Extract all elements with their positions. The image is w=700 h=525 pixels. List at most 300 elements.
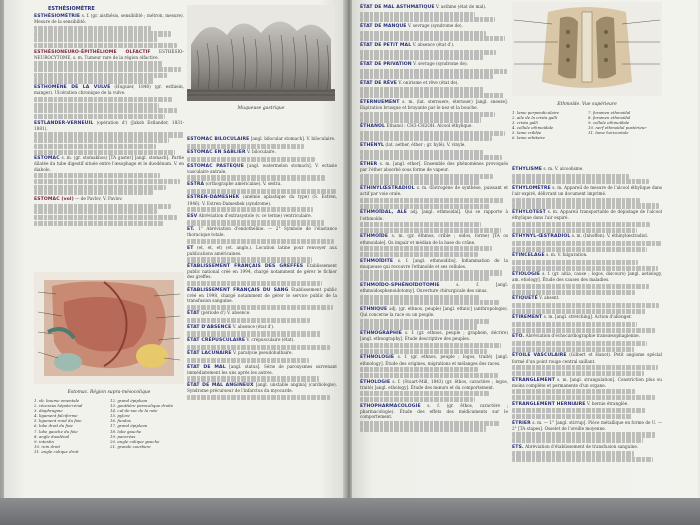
- legend-item: 6. lame orbitaire: [512, 135, 545, 141]
- entry-headword: ESTOMAC PASTEQUE: [187, 163, 244, 169]
- legend-item: 10. nerf ethmoïdal postérieur: [588, 125, 647, 131]
- entry-definition: V. biloculaire.: [247, 149, 276, 155]
- text-line: [34, 43, 177, 48]
- text-line: [34, 209, 157, 214]
- text-line: [187, 207, 313, 212]
- text-line: [512, 408, 646, 413]
- entry-definition: V. asthme (état de mal).: [435, 4, 487, 9]
- entry-definition: [angl. watermelon stomach]. V. ectasie vasculaire antrale.: [187, 162, 337, 174]
- text-line: [34, 144, 156, 149]
- dictionary-entry: [512, 377, 662, 388]
- entry-definition: s. f. (gr. ethnos, peuple ; logos, traité) [angl. ethnology]. Étude des origines, migrations et mélanges des races.: [360, 354, 508, 366]
- text-line: [512, 432, 656, 437]
- text-line: [360, 246, 492, 251]
- text-line: [360, 373, 498, 378]
- dictionary-entry: [512, 295, 662, 301]
- entry-headword: ET.: [187, 227, 195, 233]
- legend-item: 21. grande courbure: [110, 443, 151, 449]
- entry-definition: (et, et, et) (et. anglo.). Locution latine pour renvoyer aux publications américaines.: [187, 244, 337, 256]
- right-page: [352, 0, 698, 500]
- dictionary-entry: [512, 314, 662, 320]
- text-line: [360, 31, 486, 36]
- entry-headword: ÉTHYLISME: [512, 167, 542, 172]
- text-line: [34, 37, 157, 42]
- legend-item: 1. vb. bourse omentale: [34, 398, 80, 403]
- dictionary-entry: [512, 209, 662, 220]
- entry-definition: V. absence (état d').: [412, 41, 455, 47]
- entry-headword: ÉTAT DE MAL ANGINEUX: [187, 383, 254, 389]
- entry-definition: V. absence (état d').: [232, 323, 275, 329]
- text-line: [187, 395, 330, 400]
- text-line: [360, 112, 495, 117]
- text-line: [512, 389, 635, 394]
- entry-headword: ÉTHER: [360, 161, 378, 167]
- legend-item: 5. lame criblée: [512, 130, 542, 136]
- text-line: [360, 421, 499, 426]
- entry-definition: s. m. (gr. êthmos, crible ; eidos, forme) [TA os ethmoidale]. Os impair et médian de la base du crâne.: [360, 233, 508, 245]
- dictionary-entry: [512, 271, 662, 282]
- legend-item: 3. diaphragme: [34, 408, 63, 414]
- text-line: [512, 222, 650, 227]
- entry-headword: ESTRA: [187, 182, 205, 188]
- text-line: [360, 117, 481, 122]
- dictionary-entry: [360, 123, 508, 129]
- entry-headword: ESTOMAC (vol): [34, 196, 74, 202]
- text-line: [34, 108, 178, 113]
- entry-headword: ÉTIREMENT: [512, 315, 543, 321]
- dictionary-entry: [34, 196, 184, 202]
- dictionary-entry: [360, 185, 508, 196]
- ethmoid-illustration: [512, 2, 662, 96]
- entry-headword: ÉTOILE VASCULAIRE: [512, 353, 567, 359]
- dictionary-entry: [187, 382, 337, 393]
- figure-legend: [512, 110, 662, 141]
- text-line: [512, 203, 659, 208]
- legend-item: 4. ligament falciforme: [34, 413, 78, 419]
- entry-headword: ETHNOGRAPHIE: [360, 331, 402, 337]
- entry-definition: (orthographe américaine). V. œstra.: [205, 181, 282, 187]
- entry-headword: ETHNIQUE: [360, 306, 388, 312]
- legend-item: 9. cellule ethmoïdale: [588, 120, 630, 126]
- text-line: [34, 190, 153, 195]
- legend-item: 11. angle colique droit: [34, 448, 79, 454]
- dictionary-entry: [360, 61, 508, 67]
- text-line: [512, 451, 634, 456]
- dictionary-entry: [512, 166, 662, 172]
- entry-definition: V. paralysie pseudobulbaire.: [232, 350, 293, 356]
- entry-definition: V. sevrage (syndrome de).: [413, 60, 468, 66]
- text-line: [187, 345, 331, 350]
- entry-definition: s. m. Œstrogène de synthèse, puissant et actif par voie orale.: [360, 185, 508, 197]
- entry-headword: ET: [187, 245, 194, 251]
- entry-definition: s. m. V. alcoolisme.: [543, 166, 584, 171]
- dictionary-entry: [512, 185, 662, 196]
- left-column-1: [34, 13, 184, 271]
- entry-headword: ETHMOÏDITE: [360, 258, 394, 264]
- figure-legend: [34, 398, 184, 454]
- legend-item: 12. grand épiploon: [110, 398, 148, 403]
- figure-caption: Ethmoïde. Vue supérieure: [557, 102, 617, 107]
- text-line: [360, 17, 495, 22]
- text-line: [512, 228, 637, 233]
- entry-headword: ETHMOÏDE: [360, 234, 389, 240]
- entry-definition: — de Pavlov, V. Pavlov.: [75, 195, 123, 201]
- dictionary-entry: [187, 181, 337, 187]
- entry-definition: (Huguier, 1848) (gr. esthiein, manger). Ulcération chronique de la vulve.: [34, 84, 184, 96]
- text-line: [187, 220, 324, 225]
- entry-headword: ÉTAT: [187, 311, 200, 317]
- dictionary-entry: [360, 403, 508, 420]
- entry-definition: (lat. aether, éther ; gr. hylê). V. vinyle.: [385, 141, 466, 147]
- entry-headword: ÉTABLISSEMENT FRANÇAIS DU SANG: [187, 287, 289, 293]
- text-line: [187, 157, 315, 162]
- text-line: [34, 215, 177, 220]
- text-line: [360, 319, 490, 324]
- text-line: [34, 61, 162, 66]
- entry-headword: ETS.: [512, 444, 524, 450]
- legend-item: 20. angle colique gauche: [110, 438, 160, 444]
- text-line: [34, 150, 175, 155]
- text-line: [34, 173, 160, 178]
- entry-headword: ETHMOÏDO-SPHÉNOÏDOTOMIE: [360, 282, 440, 288]
- text-line: [360, 131, 505, 136]
- legend-item: 17. grand épiploon: [110, 423, 148, 429]
- entry-headword: ÉTAT DE MAL: [187, 364, 226, 370]
- text-line: [34, 185, 166, 190]
- dictionary-entry: [187, 213, 337, 219]
- dictionary-entry: [187, 245, 337, 256]
- entry-headword: ESV: [187, 213, 198, 219]
- text-line: [360, 270, 502, 275]
- right-column-2: [512, 166, 662, 498]
- entry-definition: s. f. (Stuart-Mill, 1843) (gr. êthos, caractère ; logos, traité) [angl. ethology]. Étude des mœurs et du comportement.: [360, 378, 508, 390]
- gastric-mucosa-illustration: [187, 5, 335, 101]
- entry-definition: (anémie aplastique du type) (S. Estren, 1946). V. Estren-Dameshek (syndrome).: [187, 194, 337, 206]
- entry-definition: s. f. [angl. ethmoidosphenoidotomy]. Ouverture chirurgicale des sinus.: [360, 281, 508, 294]
- legend-item: 4. cellule ethmoïdale: [512, 125, 554, 131]
- dictionary-entry: [187, 310, 337, 316]
- dictionary-entry: [360, 142, 508, 148]
- dictionary-entry: [187, 149, 337, 155]
- dictionary-entry: [187, 136, 337, 142]
- text-line: [512, 347, 634, 352]
- text-line: [360, 367, 478, 372]
- text-line: [512, 198, 640, 203]
- entry-definition: V. sevrage (syndrome de).: [407, 22, 463, 28]
- text-line: [34, 103, 159, 108]
- dictionary-entry: [187, 163, 337, 174]
- dictionary-entry: [360, 306, 508, 317]
- legend-item: 8. foramen ethmoïdal: [588, 115, 631, 121]
- figure-caption: Muqueuse gastrique: [237, 106, 285, 110]
- text-line: [512, 260, 638, 265]
- legend-item: 1. lame perpendiculaire: [512, 110, 560, 115]
- text-line: [187, 358, 309, 363]
- entry-definition: s. m. (Inhoffen). V. éthinylœstradiol.: [571, 233, 649, 239]
- entry-definition: s. f. (gr. aitia, cause ; logos, discours) [angl. aetiology, am. etiology]. Étude des causes des maladies.: [512, 271, 662, 283]
- entry-definition: Abréviation d'extrasystole (v. ce terme) ventriculaire.: [198, 212, 312, 218]
- text-line: [360, 50, 496, 55]
- entry-headword: ÉTAT DE MAL ASTHMATIQUE: [360, 5, 435, 10]
- text-line: [512, 457, 653, 462]
- entry-headword: ÉTERNUEMENT: [360, 99, 400, 105]
- entry-definition: (Gilbert et Hanot). Petit angiome spécial formé d'un point rouge central saillant.: [512, 352, 663, 364]
- entry-definition: Abréviation d'échocardiographie transœsophagienne.: [525, 333, 640, 339]
- legend-item: 14. cul-de-sac de la rate: [110, 408, 158, 414]
- entry-definition: s. m. — 1° [angl. stirrup]. Pièce métallique en forme de U. — 2° [TA stapes]. Osselet de l'oreille moyenne.: [512, 419, 663, 431]
- text-line: [34, 97, 172, 102]
- entry-headword: ÉTHMOÏDAL, ALE: [360, 210, 408, 216]
- text-line: [34, 67, 181, 72]
- entry-headword: ÉTAT DE PETIT MAL: [360, 42, 412, 48]
- text-line: [34, 132, 183, 137]
- dictionary-entry: [360, 379, 508, 390]
- text-line: [512, 266, 658, 271]
- entry-definition: Établissement public créé en 1998, chargé notamment de gérer le service public de la transfusion sanguine.: [187, 286, 337, 304]
- dictionary-entry: [512, 252, 662, 258]
- stomach-illustration: [34, 272, 184, 384]
- text-line: [187, 281, 322, 286]
- text-line: [512, 290, 635, 295]
- text-line: [360, 87, 484, 92]
- legend-item: 8. angle duodénal: [34, 433, 70, 439]
- text-line: [360, 295, 480, 300]
- figure-ethmoide: [512, 2, 662, 162]
- entry-headword: ÉTHINYLŒSTRADIOL: [360, 186, 415, 192]
- figure-estomac: [34, 272, 184, 498]
- dictionary-entry: [34, 155, 184, 172]
- legend-item: 2. aile de la crista galli: [512, 115, 558, 121]
- entry-definition: Établissement public national créé en 1994, chargé notamment de gérer le fichier des greffes.: [187, 263, 337, 280]
- text-line: [512, 395, 655, 400]
- entry-headword: ÉTAT D'ABSENCE: [187, 324, 232, 330]
- dictionary-entry: [360, 330, 508, 341]
- entry-headword: ESTREN-DAMESHEK: [187, 195, 240, 201]
- text-line: [187, 318, 310, 323]
- left-page: [4, 0, 346, 500]
- text-line: [34, 78, 154, 83]
- text-line: [360, 349, 487, 354]
- entry-headword: ETHOPHARMACOLOGIE: [360, 403, 421, 409]
- entry-definition: [angl. unstable angina] (cardiologie). Syndrome précurseur de l'infarctus du myocarde.: [187, 382, 337, 394]
- entry-definition: V. absent.: [539, 295, 560, 301]
- text-line: [512, 438, 643, 443]
- text-line: [187, 144, 304, 149]
- legend-item: 2. récessus hépato-rénal: [34, 403, 83, 409]
- dictionary-entry: [187, 263, 337, 280]
- entry-definition: V. onirisme et rêve (état de).: [398, 79, 459, 85]
- figure-muqueuse-gastrique: [187, 5, 335, 110]
- entry-headword: ÉTHANOL: [360, 124, 386, 130]
- text-line: [360, 300, 499, 305]
- entry-definition: s. m. V. fulguration.: [546, 252, 588, 258]
- table-surface: [0, 498, 700, 525]
- text-line: [34, 73, 168, 78]
- entry-definition: (opération d') (Jakob Estlander, 1831-1881).: [34, 119, 184, 131]
- entry-definition: s. m. (lat. sternuere, éternuer) [angl. sneeze]. Expiration brusque et bruyante par le nez et la bouche.: [360, 98, 508, 111]
- entry-headword: ÉTHYLOMÈTRE: [512, 185, 551, 191]
- entry-definition: s. m. (gr. stomakhos) [TA gaster] [angl. stomach]. Partie dilatée du tube digestif située entre l'œsophage et le duodénum. V. en diabolo.: [34, 155, 184, 172]
- text-line: [360, 426, 486, 431]
- entry-headword: ÉTIOLOGIE: [512, 272, 541, 278]
- dictionary-entry: [360, 258, 508, 269]
- text-line: [34, 138, 169, 143]
- text-line: [512, 322, 637, 327]
- legend-item: 16. fundus: [110, 418, 131, 424]
- text-line: [360, 93, 504, 98]
- text-line: [360, 69, 507, 74]
- text-line: [360, 397, 475, 402]
- entry-definition: s. f. (gr. aisthêsis, sensibilité ; métron, mesure). Mesure de la sensibilité.: [34, 13, 184, 25]
- entry-headword: ETHNOLOGIE: [360, 355, 395, 361]
- entry-definition: s. m. [angl. stretching]. Action d'allonger.: [543, 314, 632, 320]
- text-line: [187, 331, 321, 336]
- entry-headword: ÉTAT CRÉPUSCULAIRE: [187, 338, 246, 343]
- text-line: [34, 26, 151, 31]
- figure-caption: Estomac. Région supra-mésocolique: [67, 390, 151, 395]
- legend-item: 7. lobe gauche du foie: [34, 428, 78, 434]
- entry-headword: ÉTHYLOTEST: [512, 210, 546, 216]
- entry-headword: ÉTRANGLEMENT HERNIAIRE: [512, 401, 586, 407]
- entry-headword: ÉTAT LACUNAIRE: [187, 351, 232, 357]
- text-line: [360, 198, 504, 203]
- legend-item: 15. pylore: [110, 413, 130, 419]
- entry-definition: V. hernie étranglée.: [586, 400, 629, 406]
- dictionary-entry: [187, 226, 337, 237]
- dictionary-entry: [34, 13, 184, 24]
- text-line: [360, 174, 493, 179]
- text-line: [187, 175, 325, 180]
- text-line: [512, 179, 649, 184]
- entry-definition: Éthanol : CH3-CH2OH. Alcool éthylique.: [386, 123, 473, 129]
- left-column-2: [187, 136, 337, 498]
- text-line: [512, 365, 658, 370]
- text-line: [360, 150, 483, 155]
- text-line: [512, 284, 649, 289]
- entry-definition: (période d') V. absence.: [201, 310, 251, 316]
- legend-item: 5. ligament rond du foie: [34, 418, 82, 424]
- dictionary-entry: [34, 120, 184, 131]
- dictionary-entry: [360, 233, 508, 244]
- text-line: [512, 241, 661, 246]
- running-head-left: ESTHÉSIOMÈTRE: [48, 6, 95, 12]
- entry-definition: s. m. Appareil transportable de dépistage de l'alcool éthylique dans l'air expiré.: [512, 209, 662, 221]
- text-line: [360, 276, 489, 281]
- entry-definition: Abréviation d'établissement de transfusion sanguine.: [525, 443, 639, 449]
- text-line: [360, 74, 493, 79]
- dictionary-entry: [187, 287, 337, 304]
- entry-definition: adj. (gr. ethnos, peuple) [angl. ethnic] (anthropologie). Qui concerne la race ou un peuple.: [360, 305, 508, 318]
- dictionary-entry: [512, 233, 662, 239]
- text-line: [360, 324, 477, 329]
- legend-item: 10. rein droit: [34, 443, 61, 449]
- entry-definition: [angl. bilocular stomach]. V. biloculaire.: [250, 136, 336, 141]
- text-line: [360, 179, 480, 184]
- entry-headword: ÉTINCELAGE: [512, 253, 545, 259]
- legend-item: 13. gouttière paracolique droite: [110, 403, 174, 409]
- text-line: [360, 204, 490, 209]
- text-line: [360, 55, 483, 60]
- text-line: [512, 341, 647, 346]
- dictionary-entry: [187, 337, 337, 343]
- entry-definition: s. m. [angl. ether]. Ensemble des phénomènes provoqués par l'éther absorbé sous forme de vapeur.: [360, 160, 508, 173]
- legend-item: 7. foramen ethmoïdal: [588, 110, 631, 115]
- dictionary-entry: [34, 84, 184, 95]
- legend-item: 3. crista galli: [512, 120, 538, 126]
- text-line: [187, 239, 334, 244]
- entry-definition: V. crépusculaire (état).: [246, 337, 295, 342]
- entry-definition: s. m. Appareil de mesure de l'alcool éthylique dans l'air expiré, délivrant un document imprimé.: [512, 184, 662, 197]
- entry-headword: ÉTHOLOGIE: [360, 379, 391, 385]
- entry-headword: ÉTABLISSEMENT FRANÇAIS DES GREFFES: [187, 264, 304, 270]
- text-line: [512, 174, 629, 179]
- dictionary-entry: [360, 80, 508, 86]
- legend-item: 9. intestin: [34, 438, 54, 444]
- dictionary-entry: [360, 99, 508, 110]
- text-line: [34, 114, 165, 119]
- dictionary-entry: [187, 324, 337, 330]
- dictionary-entry: [360, 282, 508, 293]
- right-column-1: [360, 4, 508, 498]
- legend-item: 6. lobe droit du foie: [34, 423, 73, 429]
- dictionary-entry: [512, 420, 662, 431]
- entry-headword: ÉTAT DE MANQUE: [360, 23, 407, 29]
- entry-headword: ESTOMAC EN SABLIER: [187, 150, 246, 156]
- entry-headword: ETO.: [512, 334, 525, 340]
- text-line: [360, 222, 481, 227]
- text-line: [34, 179, 180, 184]
- entry-definition: s. f. (gr. ethnos, peuple ; graphein, décrire) [angl. ethnography]. Étude descriptive des peuples.: [360, 330, 508, 342]
- entry-headword: ESTHOMÈNE DE LA VULVE: [34, 85, 111, 91]
- text-line: [187, 376, 319, 381]
- entry-headword: ESTOMAC BILOCULAIRE: [187, 137, 250, 142]
- dictionary-entry: [360, 354, 508, 365]
- dictionary-entry: [34, 49, 184, 60]
- text-line: [34, 31, 171, 36]
- legend-item: 19. pancréas: [110, 433, 136, 439]
- text-line: [187, 189, 336, 194]
- text-line: [360, 252, 478, 257]
- entry-headword: ESTHÉSIOMÉTRIE: [34, 14, 81, 19]
- entry-definition: adj. [angl. ethmoidal]. Qui se rapporte à l'ethmoïde.: [360, 209, 508, 221]
- entry-headword: ÉTIQUETÉ: [512, 296, 538, 302]
- text-line: [360, 136, 492, 141]
- text-line: [512, 414, 632, 419]
- dictionary-entry: [360, 209, 508, 220]
- text-line: [360, 228, 501, 233]
- entry-headword: ÉTAT DE PRIVATION: [360, 61, 412, 67]
- dictionary-entry: [512, 352, 662, 363]
- legend-item: 18. lobe gauche: [110, 428, 142, 434]
- text-line: [360, 155, 502, 160]
- text-line: [34, 221, 163, 226]
- entry-headword: ESTHÉSIONEURO-ÉPITHÉLIOME OLFACTIF: [34, 49, 151, 55]
- entry-definition: [angl. status]. Série de paroxysmes survenant immédiatement les uns après les autres.: [187, 363, 337, 375]
- dictionary-entry: [360, 23, 508, 29]
- text-line: [360, 343, 501, 348]
- text-line: [360, 36, 505, 41]
- dictionary-entry: [512, 333, 662, 339]
- entry-definition: s. m. [angl. strangulation]. Constriction plus ou moins complète et permanente d'un organe.: [512, 376, 662, 388]
- entry-headword: ÉTRANGLEMENT: [512, 377, 555, 383]
- dictionary-entry: [187, 194, 337, 205]
- dictionary-entry: [512, 401, 662, 407]
- dictionary-entry: [360, 42, 508, 48]
- legend-item: 11. lame horizontale: [588, 130, 629, 136]
- entry-definition: ESTHÉSIO-NEUROCYTOME, s. m. Tumeur rare de la région olfactive.: [34, 48, 184, 60]
- dictionary-entry: [187, 364, 337, 375]
- text-line: [187, 305, 333, 310]
